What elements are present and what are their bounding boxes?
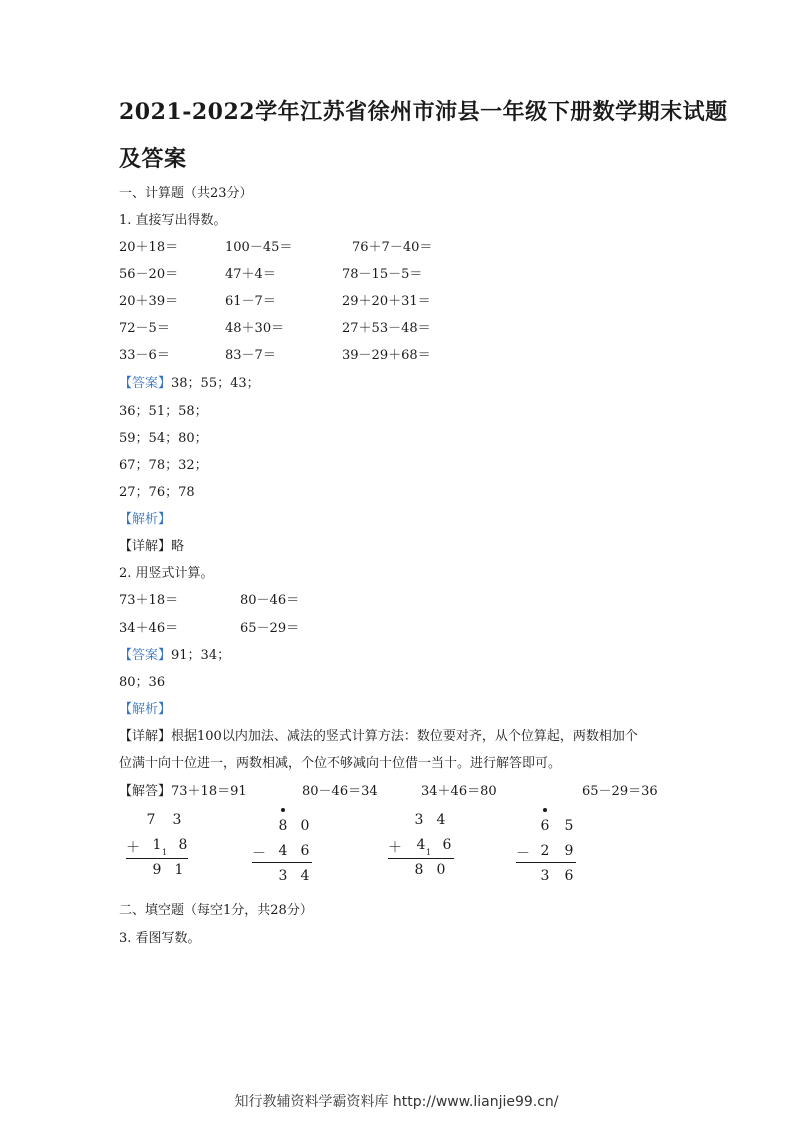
document-title-line2: 及答案 [119, 146, 187, 172]
result-digit: 9 [152, 862, 162, 878]
q1-problem: 20＋39＝ [119, 294, 179, 309]
bottom-digit: 1 [152, 837, 162, 853]
top-digit: 8 [278, 818, 288, 834]
q1-problem: 20＋18＝ [119, 240, 179, 255]
difference-line [252, 862, 312, 863]
operator-sign: － [252, 846, 266, 862]
bottom-digit: 6 [442, 837, 452, 853]
result-digit: 1 [174, 862, 184, 878]
q2-problem: 80－46＝ [240, 593, 300, 608]
q1-problem: 48＋30＝ [225, 321, 285, 336]
result-digit: 3 [278, 868, 288, 884]
q1-problem: 83－7＝ [225, 348, 276, 363]
q1-problem: 47＋4＝ [225, 267, 276, 282]
difference-line [516, 862, 576, 863]
result-digit: 4 [300, 868, 310, 884]
bottom-digit: 4 [416, 837, 426, 853]
detail-text: 略 [171, 539, 185, 554]
q1-detail [119, 535, 184, 554]
detail-text: 根据100以内加法、减法的竖式计算方法：数位要对齐，从个位算起，两数相加个 [171, 729, 638, 744]
bottom-digit: 6 [300, 843, 310, 859]
top-digit: 6 [540, 818, 550, 834]
result-digit: 3 [540, 868, 550, 884]
bottom-digit: 2 [540, 843, 550, 859]
q2-detail-line: 位满十向十位进一，两数相减，个位不够减向十位借一当十。进行解答即可。 [119, 756, 562, 771]
analysis-tag: 【解析】 [119, 702, 172, 717]
q1-problem: 33－6＝ [119, 348, 170, 363]
q2-prompt: 2. 用竖式计算。 [119, 566, 214, 581]
q1-problem: 76＋7－40＝ [352, 240, 433, 255]
q1-answer-line: 27；76；78 [119, 485, 195, 500]
result-digit: 8 [414, 862, 424, 878]
sum-line [126, 858, 188, 859]
result-digit: 6 [564, 868, 574, 884]
q2-problem: 34＋46＝ [119, 621, 179, 636]
q1-problem: 27＋53－48＝ [342, 321, 431, 336]
top-digit: 4 [436, 812, 446, 828]
answer-text: 38；55；43； [171, 376, 260, 391]
top-digit: 7 [146, 812, 156, 828]
q1-problem: 56－20＝ [119, 267, 179, 282]
solve-equation: 73＋18＝91 [171, 784, 247, 799]
analysis-tag: 【解析】 [119, 512, 172, 527]
top-digit: 3 [172, 812, 182, 828]
answer-text: 91；34； [171, 648, 231, 663]
section1-header: 一、计算题（共23分） [119, 186, 253, 201]
carry-mark: 1 [162, 848, 168, 857]
borrow-dot [281, 808, 285, 812]
q1-problem: 100－45＝ [225, 240, 293, 255]
top-digit: 3 [414, 812, 424, 828]
answer-tag: 【答案】 [119, 376, 172, 391]
q2-problem: 65－29＝ [240, 621, 300, 636]
q3-prompt: 3. 看图写数。 [119, 931, 201, 946]
q1-prompt: 1. 直接写出得数。 [119, 213, 227, 228]
q1-answer-line: 67；78；32； [119, 458, 208, 473]
sum-line [388, 858, 454, 859]
q2-answer-line [119, 644, 230, 663]
operator-sign: ＋ [126, 840, 140, 856]
solve-tag: 【解答】 [119, 784, 172, 799]
solve-equation: 65－29＝36 [582, 784, 658, 799]
operator-sign: － [516, 846, 530, 862]
document-title-line1: 2021-2022学年江苏省徐州市沛县一年级下册数学期末试题 [119, 99, 728, 125]
section2-header: 二、填空题（每空1分，共28分） [119, 903, 313, 918]
page-footer: 知行教辅资料学霸资料库 http://www.lianjie99.cn/ [234, 1094, 559, 1110]
top-digit: 5 [564, 818, 574, 834]
bottom-digit: 4 [278, 843, 288, 859]
solve-line [119, 780, 247, 799]
solve-equation: 80－46＝34 [302, 784, 378, 799]
q1-answer-line: 36；51；58； [119, 404, 208, 419]
bottom-digit: 9 [564, 843, 574, 859]
detail-tag: 【详解】 [119, 729, 172, 744]
q1-problem: 78－15－5＝ [342, 267, 423, 282]
q1-answer-line: 59；54；80； [119, 431, 208, 446]
result-digit: 0 [436, 862, 446, 878]
operator-sign: ＋ [388, 840, 402, 856]
q1-problem: 61－7＝ [225, 294, 276, 309]
q1-problem: 29＋20＋31＝ [342, 294, 431, 309]
top-digit: 0 [300, 818, 310, 834]
q1-answer-line [119, 372, 260, 391]
q2-answer-line: 80；36 [119, 675, 166, 690]
bottom-digit: 8 [178, 837, 188, 853]
carry-mark: 1 [426, 848, 432, 857]
answer-tag: 【答案】 [119, 648, 172, 663]
detail-tag: 【详解】 [119, 539, 172, 554]
q1-problem: 39－29＋68＝ [342, 348, 431, 363]
q2-detail-line [119, 725, 638, 744]
q2-problem: 73＋18＝ [119, 593, 179, 608]
q1-problem: 72－5＝ [119, 321, 170, 336]
borrow-dot [543, 808, 547, 812]
solve-equation: 34＋46＝80 [421, 784, 497, 799]
